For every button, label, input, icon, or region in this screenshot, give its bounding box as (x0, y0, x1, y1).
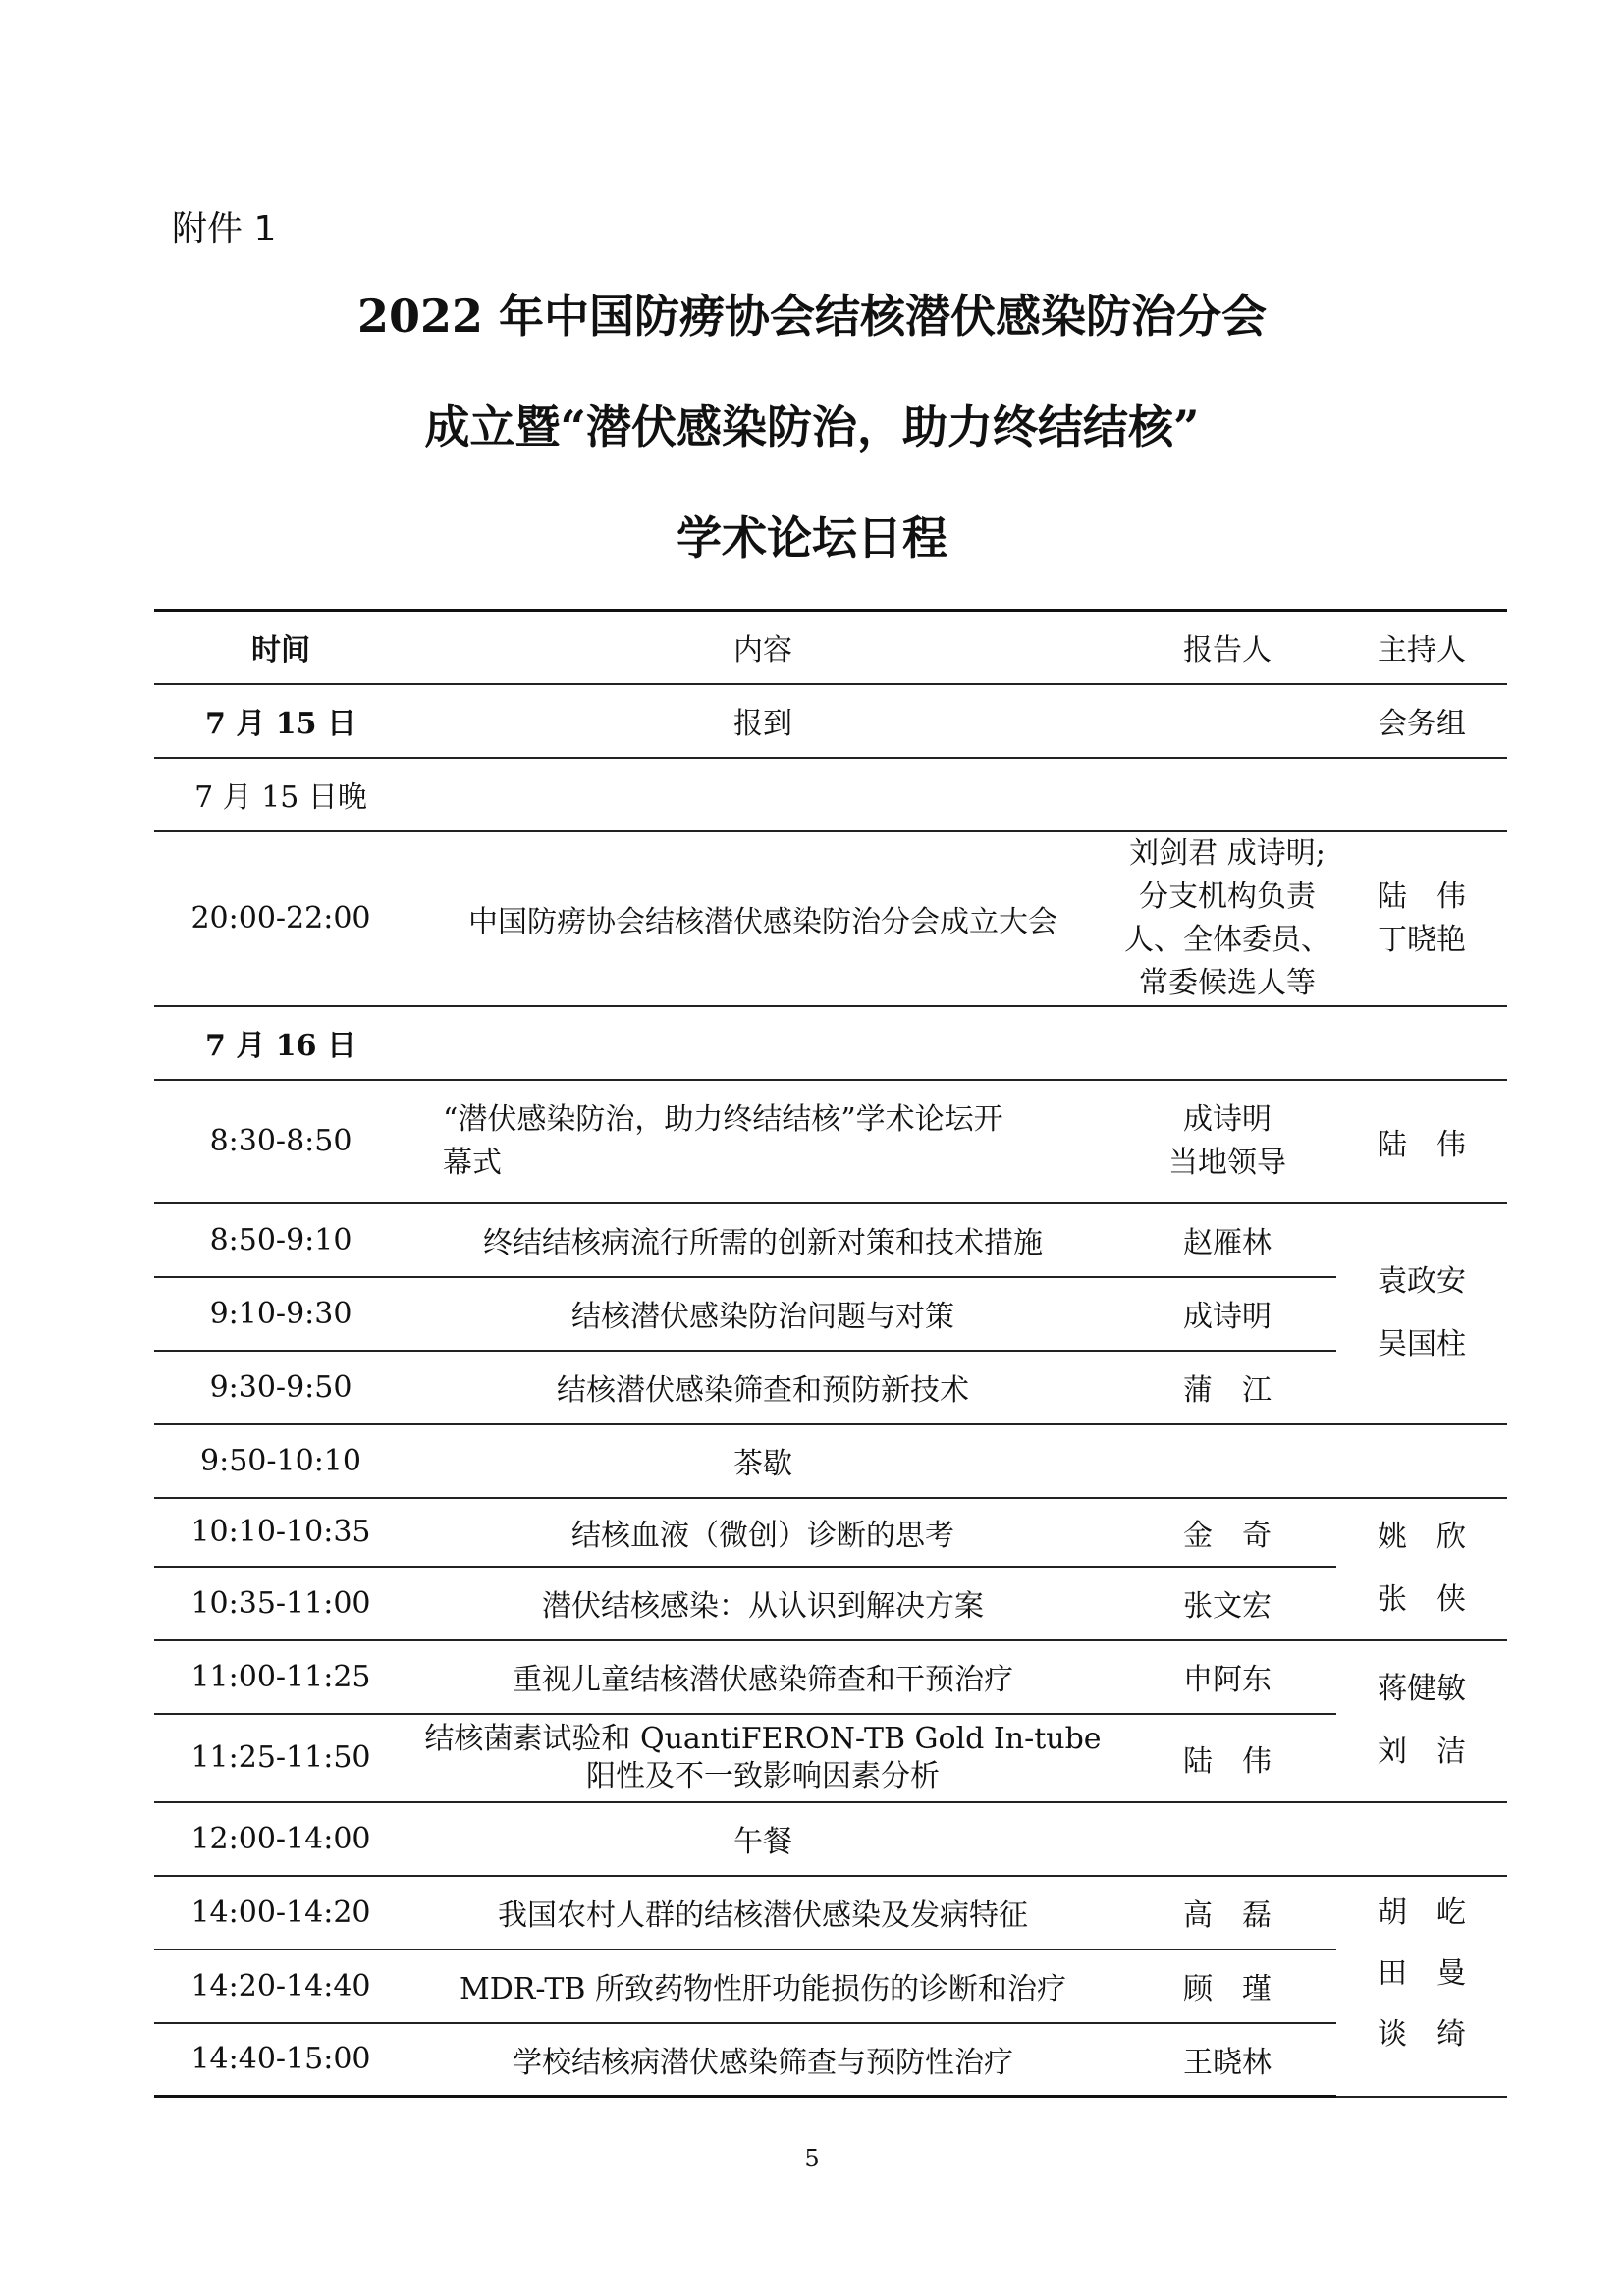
table-row (154, 831, 1507, 1006)
table-row: 11:25-11:50 结核菌素试验和 QuantiFERON-TB Gold In-tube 阳性及不一致影响因素分析 陆 伟 (154, 1714, 1507, 1802)
table-row: 10:10-10:35 结核血液（微创）诊断的思考 金 奇 姚 欣 张 侠 (154, 1498, 1507, 1567)
page-number: 5 (804, 2145, 820, 2172)
day1-content: 报到 (407, 684, 1118, 758)
table-row (154, 758, 1507, 831)
table-row (154, 684, 1507, 758)
table-row: 10:35-11:00 潜伏结核感染：从认识到解决方案 张文宏 (154, 1567, 1507, 1640)
session3-host: 蒋健敏 刘 洁 (1336, 1640, 1507, 1802)
evening-label: 7 月 15 日晚 (154, 758, 407, 831)
table-row: 9:30-9:50 结核潜伏感染筛查和预防新技术 蒲 江 (154, 1351, 1507, 1424)
founding-host: 陆 伟 丁晓艳 (1336, 831, 1507, 1006)
lunch-time: 12:00-14:00 (154, 1802, 407, 1876)
session1-host: 袁政安 吴国柱 (1336, 1203, 1507, 1424)
table-row (154, 1006, 1507, 1080)
attachment-label: 附件 1 (172, 209, 277, 249)
table-row: 9:10-9:30 结核潜伏感染防治问题与对策 成诗明 (154, 1277, 1507, 1351)
title-line-3: 学术论坛日程 (677, 511, 947, 564)
header-speaker: 报告人 (1118, 611, 1336, 684)
table-row: 11:00-11:25 重视儿童结核潜伏感染筛查和干预治疗 申阿东 蒋健敏 刘 洁 (154, 1640, 1507, 1714)
title-line-1: 2022 年中国防痨协会结核潜伏感染防治分会 (356, 290, 1268, 343)
day2-date: 7 月 16 日 (154, 1006, 407, 1080)
schedule-table (154, 609, 1507, 2098)
tea-time: 9:50-10:10 (154, 1424, 407, 1498)
founding-time: 20:00-22:00 (154, 831, 407, 1006)
header-time: 时间 (154, 611, 407, 684)
table-header-row (154, 611, 1507, 684)
session2-host: 姚 欣 张 侠 (1336, 1498, 1507, 1640)
opening-speaker: 成诗明 当地领导 (1118, 1080, 1336, 1203)
session4-host: 胡 屹 田 曼 谈 绮 (1336, 1876, 1507, 2097)
day1-date: 7 月 15 日 (154, 684, 407, 758)
opening-content: “潜伏感染防治，助力终结结核”学术论坛开 幕式 (407, 1080, 1118, 1203)
day1-speaker (1118, 684, 1336, 758)
day1-host: 会务组 (1336, 684, 1507, 758)
table-row: 14:20-14:40 MDR-TB 所致药物性肝功能损伤的诊断和治疗 顾 瑾 (154, 1949, 1507, 2023)
table-row (154, 1080, 1507, 1203)
founding-content: 中国防痨协会结核潜伏感染防治分会成立大会 (407, 831, 1118, 1006)
table-row: 14:40-15:00 学校结核病潜伏感染筛查与预防性治疗 王晓林 (154, 2023, 1507, 2097)
table-row (154, 1802, 1507, 1876)
title-line-2: 成立暨“潜伏感染防治，助力终结结核” (424, 400, 1200, 454)
header-content: 内容 (407, 611, 1118, 684)
founding-speaker: 刘剑君 成诗明; 分支机构负责 人、全体委员、 常委候选人等 (1118, 831, 1336, 1006)
header-host: 主持人 (1336, 611, 1507, 684)
table-row: 8:50-9:10 终结结核病流行所需的创新对策和技术措施 赵雁林 袁政安 吴国柱 (154, 1203, 1507, 1277)
opening-time: 8:30-8:50 (154, 1080, 407, 1203)
table-row: 14:00-14:20 我国农村人群的结核潜伏感染及发病特征 高 磊 胡 屹 田 曼 谈 绮 (154, 1876, 1507, 1949)
lunch-content: 午餐 (407, 1802, 1118, 1876)
table-row (154, 1424, 1507, 1498)
tea-content: 茶歇 (407, 1424, 1118, 1498)
opening-host: 陆 伟 (1336, 1080, 1507, 1203)
